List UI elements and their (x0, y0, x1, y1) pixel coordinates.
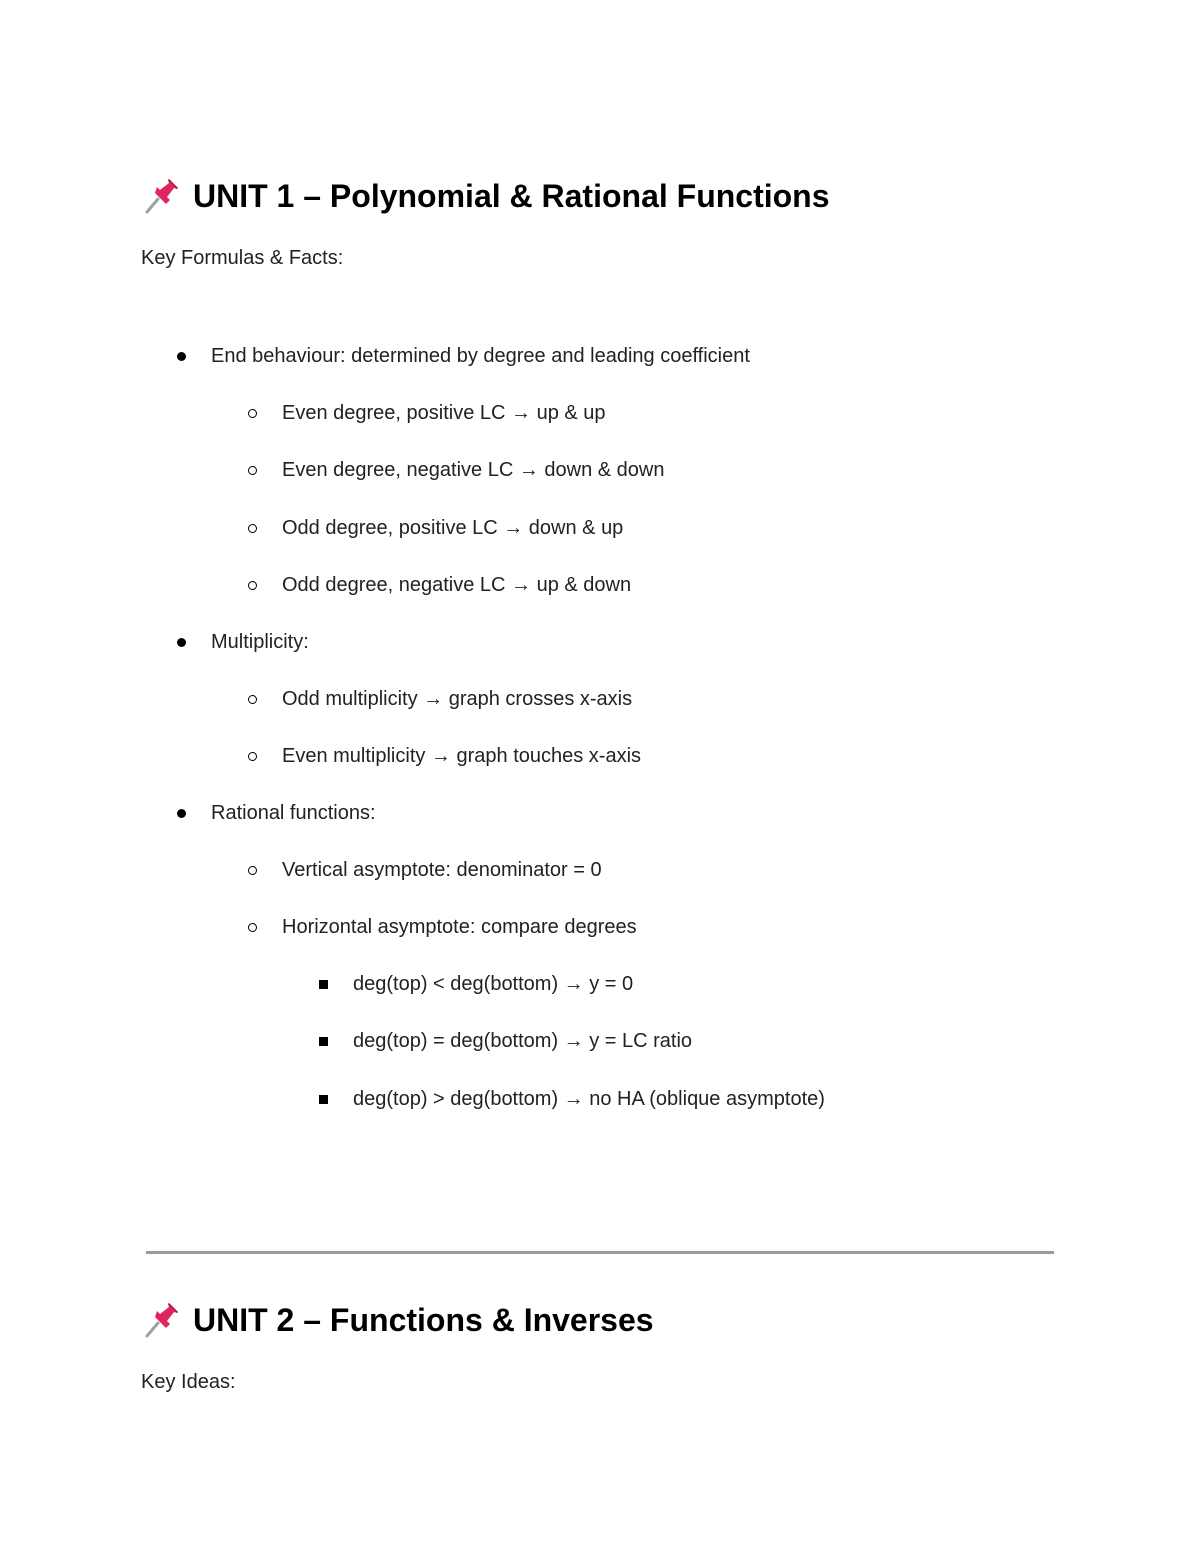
pushpin-icon (141, 176, 183, 216)
list-item (177, 343, 750, 369)
list-item-text: Even degree, negative LC → down & down (282, 459, 665, 481)
unit1-heading (141, 176, 830, 216)
list-item (248, 743, 641, 769)
bullet-square-icon (319, 1037, 328, 1046)
bullet-circle-icon (248, 866, 257, 875)
list-item (177, 629, 309, 655)
bullet-circle-icon (248, 409, 257, 418)
bullet-disc-icon (177, 638, 186, 647)
bullet-disc-icon (177, 809, 186, 818)
list-item (248, 457, 664, 483)
list-item (248, 857, 602, 883)
list-item (248, 400, 606, 426)
list-item-text: deg(top) = deg(bottom) → y = LC ratio (353, 1030, 693, 1052)
list-item (319, 971, 633, 997)
list-item-text: Odd multiplicity → graph crosses x-axis (282, 688, 633, 710)
bullet-circle-icon (248, 466, 257, 475)
list-item (319, 1028, 692, 1054)
list-item (319, 1086, 825, 1112)
bullet-circle-icon (248, 581, 257, 590)
unit2-title: UNIT 2 – Functions & Inverses (193, 1302, 654, 1338)
list-item-text: Even multiplicity → graph touches x-axis (282, 745, 642, 767)
list-item (248, 686, 632, 712)
list-item-text: End behaviour: determined by degree and leading coefficient (211, 345, 750, 367)
list-item-text: Odd degree, negative LC → up & down (282, 574, 632, 596)
list-item (248, 515, 623, 541)
unit1-title: UNIT 1 – Polynomial & Rational Functions (193, 178, 830, 214)
horizontal-divider (146, 1251, 1054, 1254)
unit1-intro: Key Formulas & Facts: (141, 247, 344, 269)
list-item-text: deg(top) < deg(bottom) → y = 0 (353, 973, 634, 995)
bullet-circle-icon (248, 695, 257, 704)
bullet-square-icon (319, 980, 328, 989)
pushpin-icon (141, 1300, 183, 1340)
list-item-text: deg(top) > deg(bottom) → no HA (oblique asymptote) (353, 1088, 825, 1110)
unit2-heading (141, 1300, 654, 1340)
list-item (248, 572, 631, 598)
bullet-disc-icon (177, 352, 186, 361)
list-item (177, 800, 376, 826)
unit2-intro: Key Ideas: (141, 1371, 236, 1393)
list-item-text: Horizontal asymptote: compare degrees (282, 916, 637, 938)
bullet-circle-icon (248, 752, 257, 761)
list-item-text: Rational functions: (211, 802, 376, 824)
bullet-square-icon (319, 1095, 328, 1104)
bullet-circle-icon (248, 524, 257, 533)
list-item (248, 914, 637, 940)
list-item-text: Multiplicity: (211, 631, 309, 653)
list-item-text: Vertical asymptote: denominator = 0 (282, 859, 602, 881)
list-item-text: Odd degree, positive LC → down & up (282, 517, 624, 539)
list-item-text: Even degree, positive LC → up & up (282, 402, 606, 424)
bullet-circle-icon (248, 923, 257, 932)
